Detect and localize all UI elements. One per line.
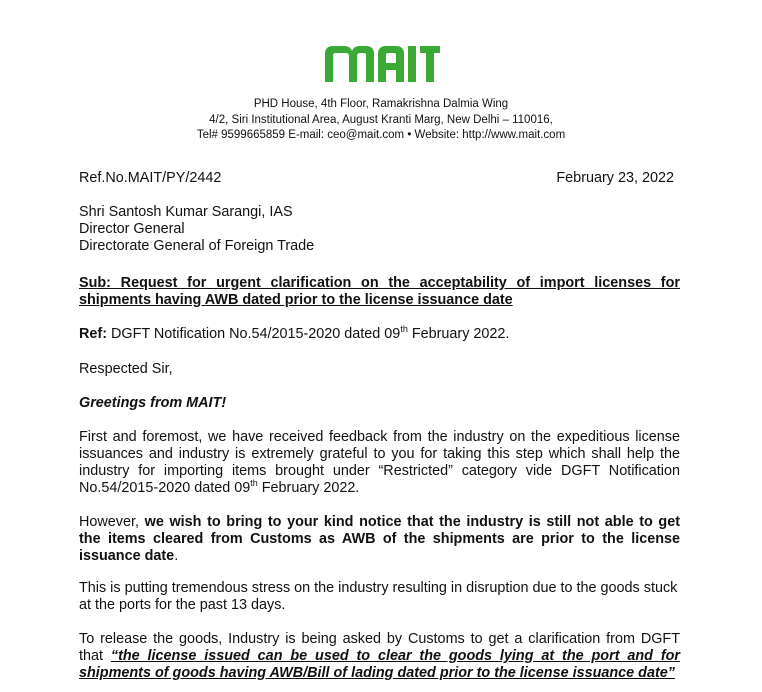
p2-bold: we wish to bring to your kind notice that the industry is still not able to get bbox=[144, 514, 680, 530]
p4-plain: that bbox=[79, 648, 111, 664]
p1-line4-sup: th bbox=[250, 478, 258, 489]
subject-line-1: Sub: Request for urgent clarification on the acceptability of import licenses for bbox=[79, 275, 680, 291]
paragraph-2-line-1 bbox=[79, 514, 680, 531]
mait-logo-mark bbox=[300, 40, 460, 88]
contact-line bbox=[0, 127, 762, 143]
paragraph-1-line-1: First and foremost, we have received feedback from the industry on the expeditious license bbox=[79, 429, 680, 445]
address-line-2: 4/2, Siri Institutional Area, August Kranti Marg, New Delhi – 110016, bbox=[209, 114, 553, 126]
reference-number: Ref.No.MAIT/PY/2442 bbox=[79, 170, 222, 186]
ref-text-end: February 2022. bbox=[407, 326, 510, 342]
paragraph-1-line-2: issuances and industry is extremely grateful to you for taking this step which shall help the bbox=[79, 446, 680, 462]
mait-logo bbox=[300, 40, 460, 88]
paragraph-1-line-3: industry for importing items brought under “Restricted” category vide DGFT Notification bbox=[79, 463, 680, 479]
p2-plain: However, bbox=[79, 514, 145, 530]
p2-line3-bold: issuance date bbox=[79, 548, 175, 564]
recipient-organization: Directorate General of Foreign Trade bbox=[79, 238, 315, 254]
bullet-separator: • bbox=[407, 129, 412, 141]
paragraph-1-line-4 bbox=[79, 480, 359, 497]
paragraph-4-line-2 bbox=[79, 648, 680, 665]
recipient-title: Director General bbox=[79, 221, 185, 237]
p1-line4-end: February 2022. bbox=[257, 480, 360, 496]
paragraph-2-line-3 bbox=[79, 548, 178, 565]
paragraph-2-line-2: the items cleared from Customs as AWB of the shipments are prior to the license bbox=[79, 531, 680, 547]
ref-sup: th bbox=[400, 324, 408, 335]
p4-bold-quote: “the license issued can be used to clear the goods lying at the port and for bbox=[110, 648, 680, 664]
ref-label: Ref: bbox=[79, 326, 107, 342]
paragraph-4-line-3: shipments of goods having AWB/Bill of lading dated prior to the license issuance date” bbox=[79, 665, 675, 681]
greeting: Greetings from MAIT! bbox=[79, 395, 227, 411]
address-line-1: PHD House, 4th Floor, Ramakrishna Dalmia Wing bbox=[253, 98, 509, 110]
salutation: Respected Sir, bbox=[79, 361, 173, 377]
contact-website: Website: http://www.mait.com bbox=[414, 129, 566, 141]
reference-line bbox=[79, 326, 509, 343]
paragraph-3-line-2: at the ports for the past 13 days. bbox=[79, 597, 286, 613]
subject-line-2: shipments having AWB dated prior to the license issuance date bbox=[79, 292, 513, 308]
paragraph-4-line-1: To release the goods, Industry is being asked by Customs to get a clarification from DGFT bbox=[79, 631, 680, 647]
p2-line3-end: . bbox=[174, 548, 179, 564]
p1-line4-text: No.54/2015-2020 dated 09 bbox=[79, 480, 251, 496]
contact-tel-email: Tel# 9599665859 E-mail: ceo@mait.com bbox=[196, 129, 405, 141]
recipient-name: Shri Santosh Kumar Sarangi, IAS bbox=[79, 204, 293, 220]
ref-text: DGFT Notification No.54/2015-2020 dated 09 bbox=[106, 326, 401, 342]
letter-date: February 23, 2022 bbox=[556, 170, 674, 186]
paragraph-3-line-1: This is putting tremendous stress on the industry resulting in disruption due to the goods stuck bbox=[79, 580, 678, 596]
